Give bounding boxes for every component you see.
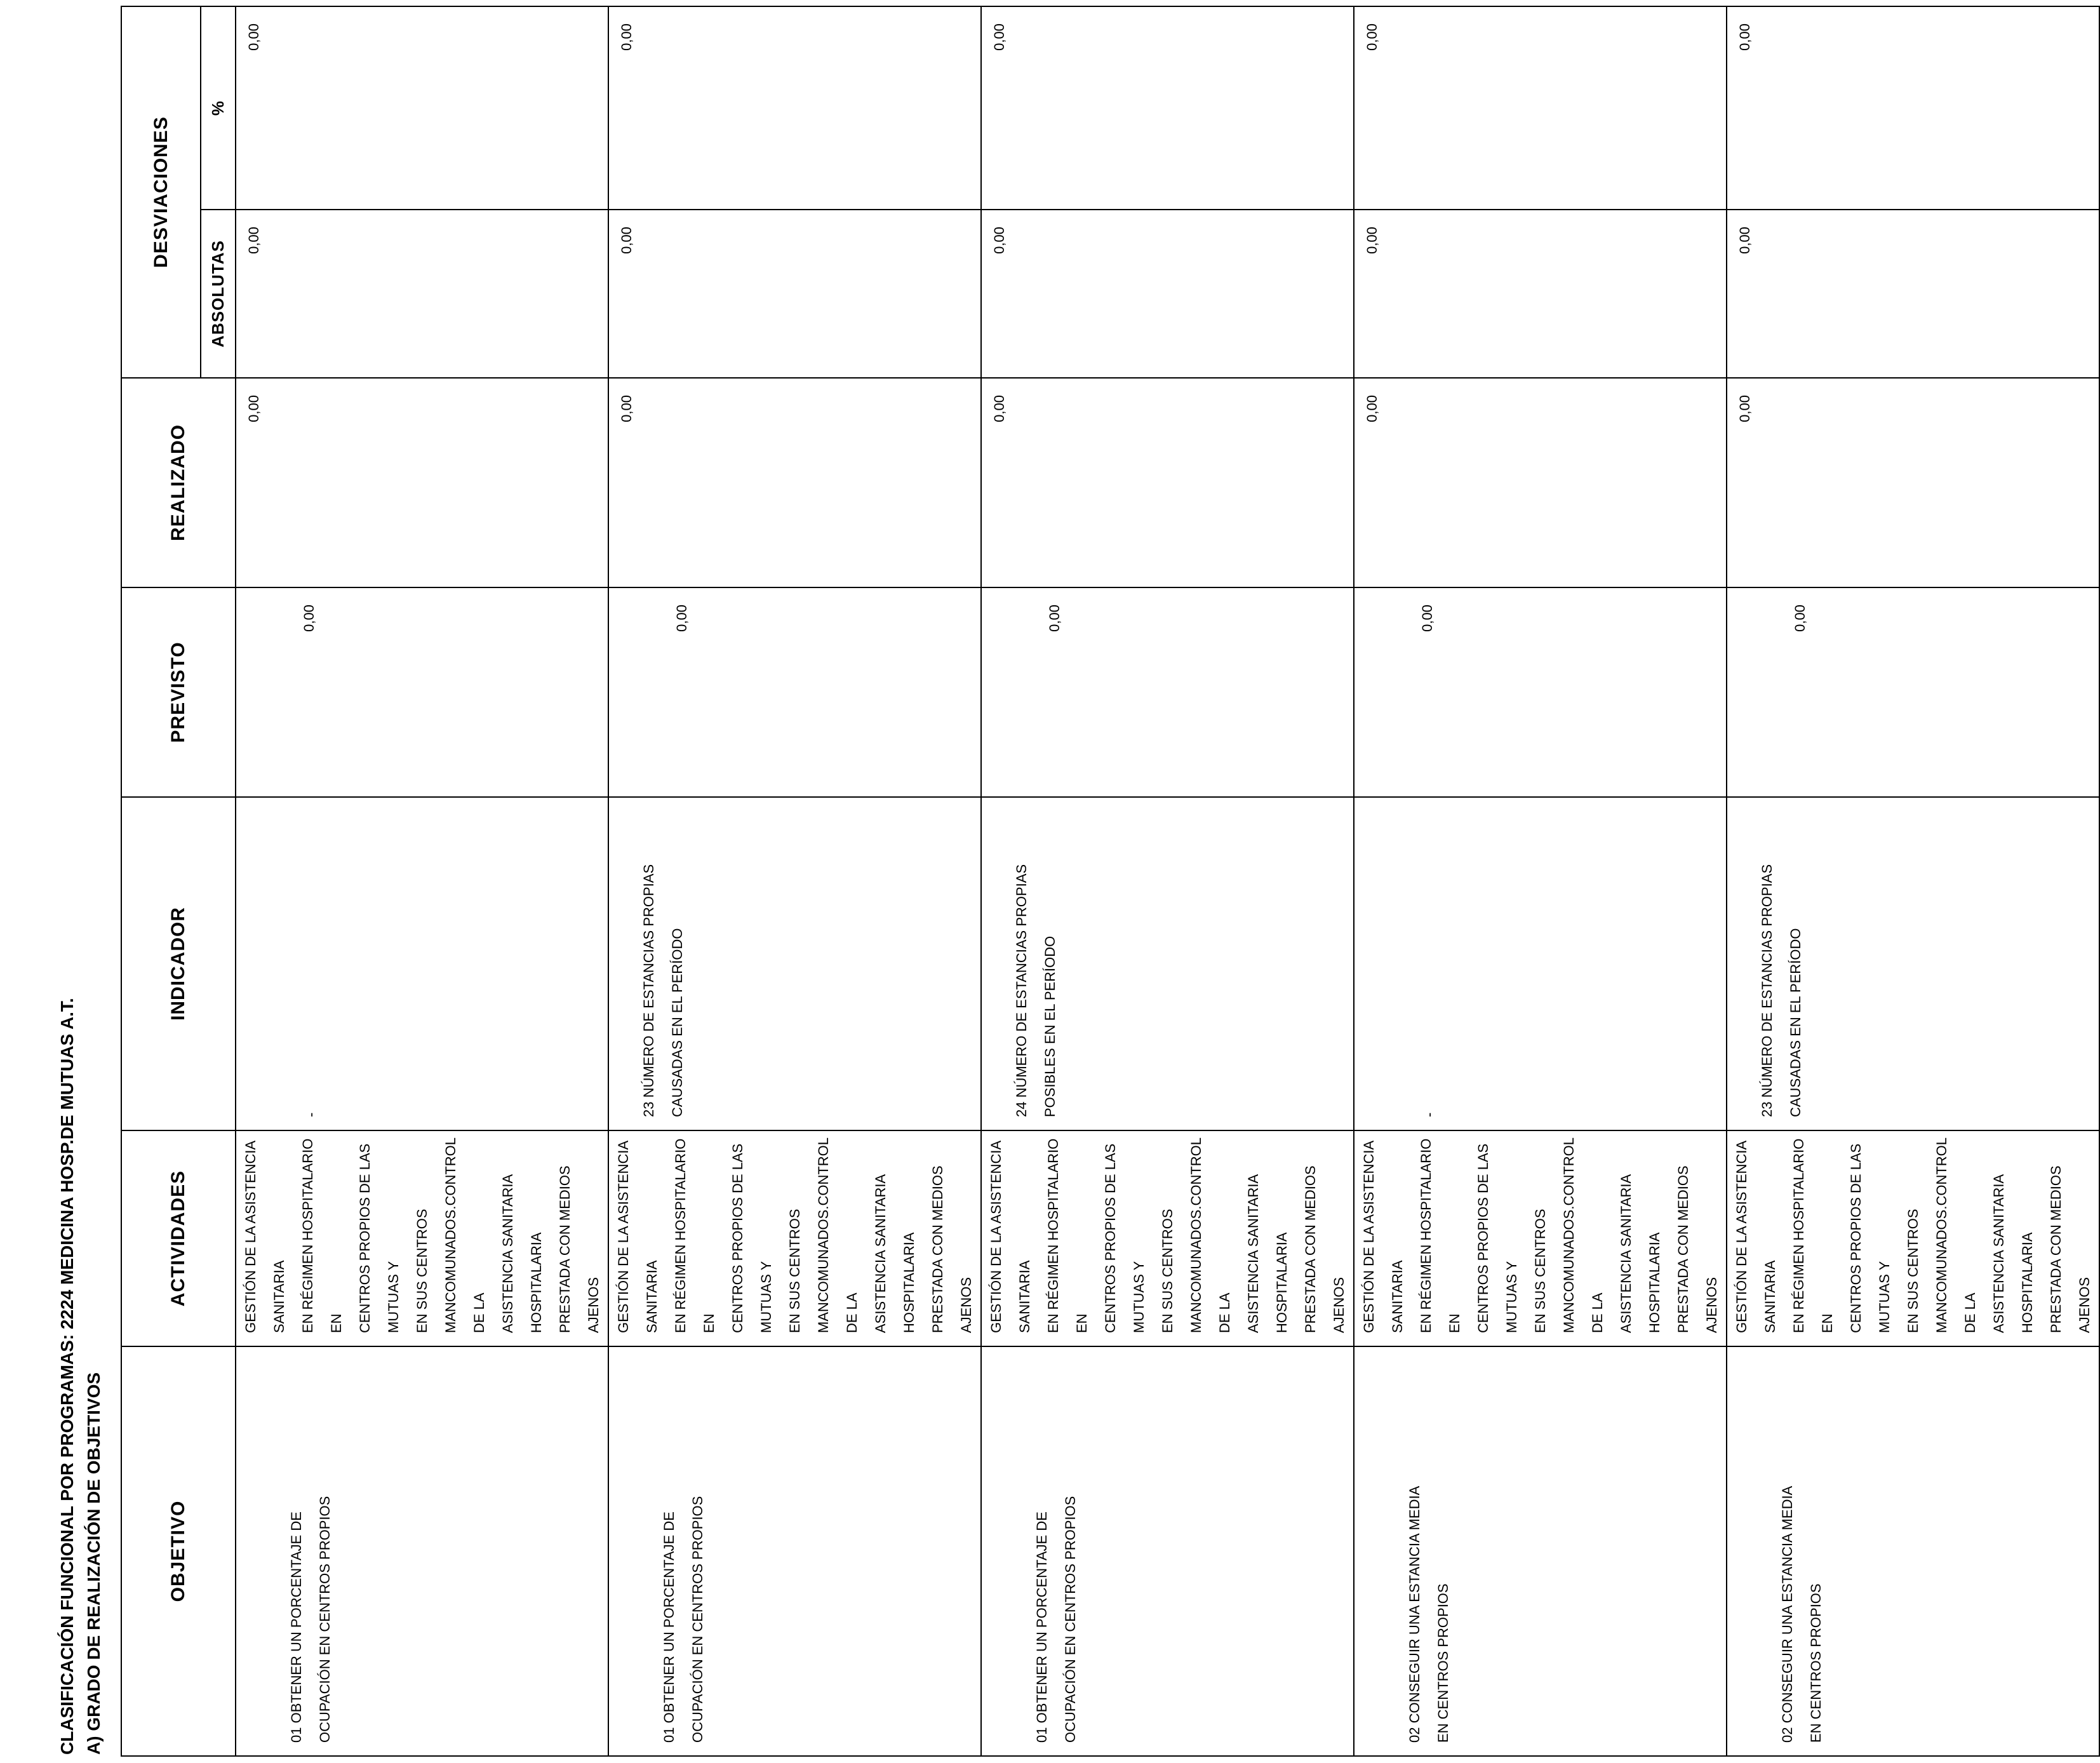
cell-previsto [236,587,608,797]
col-actividades: ACTIVIDADES [121,1130,236,1346]
col-desviaciones: DESVIACIONES [121,6,201,378]
indicador-text: - [1421,1112,1437,1117]
table-row [608,6,981,1756]
cell-indicador [608,797,981,1130]
col-indicador: INDICADOR [121,797,236,1130]
cell-actividades [1727,1130,2099,1346]
porcentaje-value: 0,00 [1364,23,1380,51]
cell-indicador [1727,797,2099,1130]
objetivo-text: 01 OBTENER UN PORCENTAJE DE OCUPACIÓN EN CENTROS PROPIOS [288,1496,333,1743]
objetivo-text: 02 CONSEGUIR UNA ESTANCIA MEDIA EN CENTROS PROPIOS [1407,1485,1451,1743]
cell-actividades [1354,1130,1727,1346]
previsto-value: 0,00 [674,605,690,632]
cell-absolutas [981,210,1354,378]
realizado-value: 0,00 [1737,395,1753,422]
cell-realizado [981,378,1354,587]
cell-previsto [608,587,981,797]
actividades-text: GESTIÓN DE LA ASISTENCIA SANITARIA EN RÉGIMEN HOSPITALARIO EN CENTROS PROPIOS DE LAS MUTUAS Y EN SUS CENTROS MANCOMUNADOS.CONTROL DE LA ASISTENCIA SANITARIA HOSPITALARIA PRESTADA CON MEDIOS AJENOS [1734,1137,2092,1333]
absolutas-value: 0,00 [991,227,1007,254]
porcentaje-value: 0,00 [619,23,634,51]
porcentaje-value: 0,00 [1737,23,1753,51]
previsto-value: 0,00 [1047,605,1062,632]
objectives-table [121,6,2100,1757]
indicador-text: 23 NÚMERO DE ESTANCIAS PROPIAS CAUSADAS EN EL PERÍODO [641,864,685,1117]
indicador-text: 23 NÚMERO DE ESTANCIAS PROPIAS CAUSADAS EN EL PERÍODO [1759,864,1803,1117]
cell-realizado [1727,378,2099,587]
objetivo-text: 02 CONSEGUIR UNA ESTANCIA MEDIA EN CENTROS PROPIOS [1779,1485,1824,1743]
cell-porcentaje [981,6,1354,210]
cell-absolutas [236,210,608,378]
cell-objetivo [981,1346,1354,1756]
previsto-value: 0,00 [301,605,317,632]
indicador-text: 24 NÚMERO DE ESTANCIAS PROPIAS POSIBLES EN EL PERÍODO [1013,864,1058,1117]
porcentaje-value: 0,00 [991,23,1007,51]
actividades-text: GESTIÓN DE LA ASISTENCIA SANITARIA EN RÉGIMEN HOSPITALARIO EN CENTROS PROPIOS DE LAS MUTUAS Y EN SUS CENTROS MANCOMUNADOS.CONTROL DE LA ASISTENCIA SANITARIA HOSPITALARIA PRESTADA CON MEDIOS AJENOS [1361,1137,1720,1333]
table-row [981,6,1354,1756]
cell-actividades [981,1130,1354,1346]
cell-realizado [608,378,981,587]
table-row [236,6,608,1756]
cell-objetivo [1727,1346,2099,1756]
cell-porcentaje [236,6,608,210]
objetivo-text: 01 OBTENER UN PORCENTAJE DE OCUPACIÓN EN CENTROS PROPIOS [1034,1496,1078,1743]
cell-indicador [236,797,608,1130]
cell-previsto [981,587,1354,797]
cell-absolutas [1354,210,1727,378]
previsto-value: 0,00 [1792,605,1808,632]
table-row [1354,6,1727,1756]
cell-previsto [1354,587,1727,797]
cell-indicador [981,797,1354,1130]
cell-previsto [1727,587,2099,797]
porcentaje-value: 0,00 [246,23,262,51]
cell-actividades [608,1130,981,1346]
col-realizado: REALIZADO [121,378,236,587]
table-row [1727,6,2099,1756]
actividades-text: GESTIÓN DE LA ASISTENCIA SANITARIA EN RÉGIMEN HOSPITALARIO EN CENTROS PROPIOS DE LAS MUTUAS Y EN SUS CENTROS MANCOMUNADOS.CONTROL DE LA ASISTENCIA SANITARIA HOSPITALARIA PRESTADA CON MEDIOS AJENOS [615,1137,974,1333]
realizado-value: 0,00 [246,395,262,422]
cell-absolutas [608,210,981,378]
absolutas-value: 0,00 [1364,227,1380,254]
col-objetivo: OBJETIVO [121,1346,236,1756]
cell-objetivo [236,1346,608,1756]
cell-absolutas [1727,210,2099,378]
cell-porcentaje [1354,6,1727,210]
realizado-value: 0,00 [991,395,1007,422]
realizado-value: 0,00 [619,395,634,422]
absolutas-value: 0,00 [1737,227,1753,254]
cell-objetivo [1354,1346,1727,1756]
header-row [121,6,201,1756]
absolutas-value: 0,00 [619,227,634,254]
cell-objetivo [608,1346,981,1756]
col-previsto: PREVISTO [121,587,236,797]
objetivo-text: 01 OBTENER UN PORCENTAJE DE OCUPACIÓN EN CENTROS PROPIOS [661,1496,706,1743]
cell-actividades [236,1130,608,1346]
absolutas-value: 0,00 [246,227,262,254]
actividades-text: GESTIÓN DE LA ASISTENCIA SANITARIA EN RÉGIMEN HOSPITALARIO EN CENTROS PROPIOS DE LAS MUTUAS Y EN SUS CENTROS MANCOMUNADOS.CONTROL DE LA ASISTENCIA SANITARIA HOSPITALARIA PRESTADA CON MEDIOS AJENOS [988,1137,1347,1333]
col-porcentaje: % [201,6,236,210]
previsto-value: 0,00 [1419,605,1435,632]
section-subtitle: A) GRADO DE REALIZACIÓN DE OBJETIVOS [84,1372,104,1755]
cell-realizado [1354,378,1727,587]
cell-realizado [236,378,608,587]
col-absolutas: ABSOLUTAS [201,210,236,378]
cell-indicador [1354,797,1727,1130]
cell-porcentaje [1727,6,2099,210]
actividades-text: GESTIÓN DE LA ASISTENCIA SANITARIA EN RÉGIMEN HOSPITALARIO EN CENTROS PROPIOS DE LAS MUTUAS Y EN SUS CENTROS MANCOMUNADOS.CONTROL DE LA ASISTENCIA SANITARIA HOSPITALARIA PRESTADA CON MEDIOS AJENOS [243,1137,601,1333]
page-title: CLASIFICACIÓN FUNCIONAL POR PROGRAMAS: 2224 MEDICINA HOSP.DE MUTUAS A.T. [57,998,77,1755]
indicador-text: - [303,1112,319,1117]
cell-porcentaje [608,6,981,210]
realizado-value: 0,00 [1364,395,1380,422]
